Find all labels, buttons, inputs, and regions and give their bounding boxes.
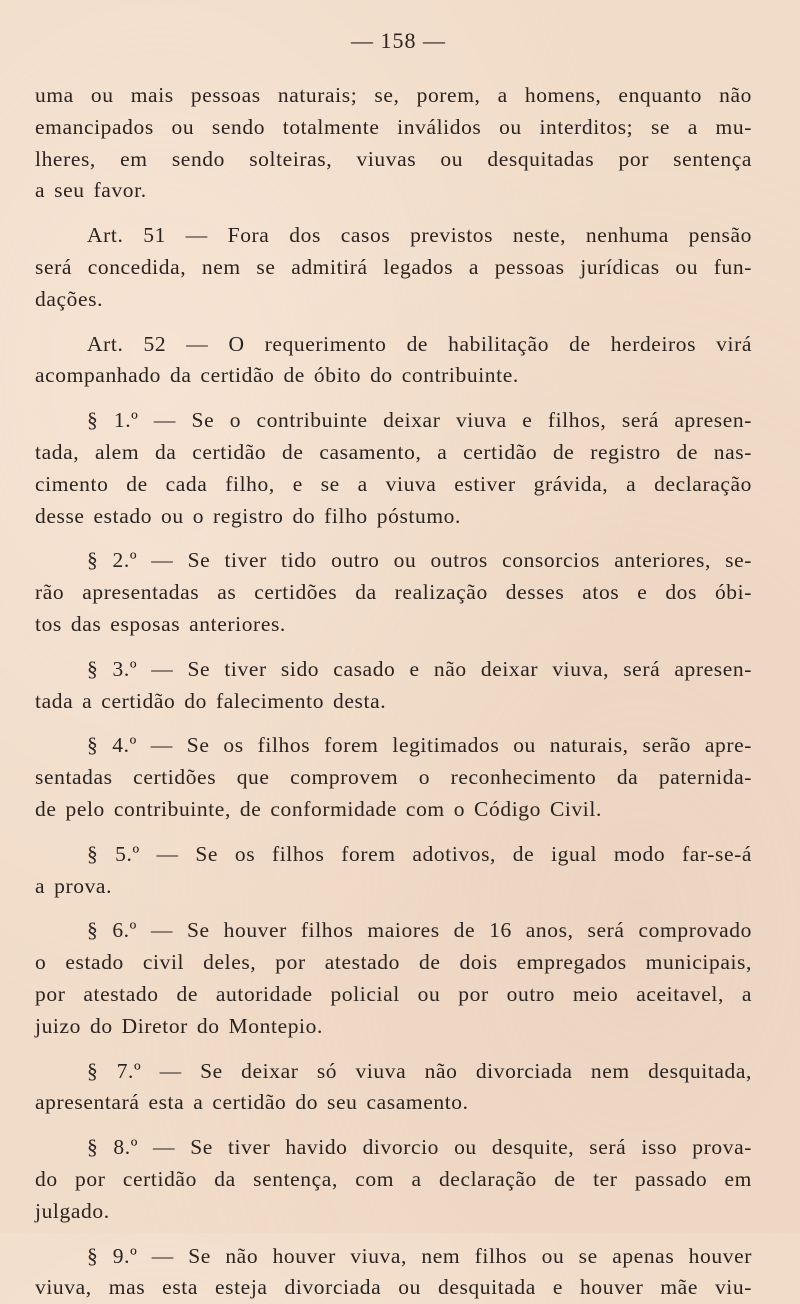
text-line: acompanhado da certidão de óbito do contribuinte.	[35, 360, 752, 392]
text-line: emancipados ou sendo totalmente inválidos ou interditos; se a mu-	[35, 112, 752, 144]
paragraph-section-6	[35, 915, 752, 1042]
text-line: lheres, em sendo solteiras, viuvas ou desquitadas por sentença	[35, 144, 752, 176]
text-line: uma ou mais pessoas naturais; se, porem, a homens, enquanto não	[35, 80, 752, 112]
paragraph-section-4	[35, 730, 752, 825]
paragraph-section-9	[35, 1241, 752, 1304]
text-line: desse estado ou o registro do filho póstumo.	[35, 501, 752, 533]
text-line: sentadas certidões que comprovem o reconhecimento da paternida-	[35, 762, 752, 794]
text-line: § 8.º — Se tiver havido divorcio ou desquite, será isso prova-	[35, 1132, 752, 1164]
text-line: tada a certidão do falecimento desta.	[35, 686, 752, 718]
text-line: § 4.º — Se os filhos forem legitimados ou naturais, serão apre-	[35, 730, 752, 762]
text-line: tada, alem da certidão de casamento, a certidão de registro de nas-	[35, 437, 752, 469]
text-line: a seu favor.	[35, 175, 752, 207]
text-line: § 3.º — Se tiver sido casado e não deixar viuva, será apresen-	[35, 654, 752, 686]
text-line: rão apresentadas as certidões da realização desses atos e dos óbi-	[35, 577, 752, 609]
document-body	[35, 80, 752, 1304]
text-line: viuva, mas esta esteja divorciada ou desquitada e houver mãe viu-	[35, 1272, 752, 1304]
text-line: juizo do Diretor do Montepio.	[35, 1011, 752, 1043]
text-line: Art. 52 — O requerimento de habilitação de herdeiros virá	[35, 329, 752, 361]
text-line: § 9.º — Se não houver viuva, nem filhos ou se apenas houver	[35, 1241, 752, 1273]
paragraph-art-52	[35, 329, 752, 393]
text-line: § 1.º — Se o contribuinte deixar viuva e filhos, será apresen-	[35, 405, 752, 437]
paragraph-art-51	[35, 220, 752, 315]
text-line: tos das esposas anteriores.	[35, 609, 752, 641]
text-line: de pelo contribuinte, de conformidade com o Código Civil.	[35, 794, 752, 826]
text-line: Art. 51 — Fora dos casos previstos neste, nenhuma pensão	[35, 220, 752, 252]
text-line: o estado civil deles, por atestado de dois empregados municipais,	[35, 947, 752, 979]
text-line: será concedida, nem se admitirá legados a pessoas jurídicas ou fun-	[35, 252, 752, 284]
text-line: apresentará esta a certidão do seu casamento.	[35, 1087, 752, 1119]
text-line: julgado.	[35, 1196, 752, 1228]
paragraph-section-7	[35, 1056, 752, 1120]
paragraph-continuation	[35, 80, 752, 207]
text-line: § 2.º — Se tiver tido outro ou outros consorcios anteriores, se-	[35, 545, 752, 577]
paragraph-section-8	[35, 1132, 752, 1227]
paragraph-section-3	[35, 654, 752, 718]
text-line: do por certidão da sentença, com a declaração de ter passado em	[35, 1164, 752, 1196]
paragraph-section-1	[35, 405, 752, 532]
text-line: a prova.	[35, 871, 752, 903]
paragraph-section-2	[35, 545, 752, 640]
text-line: por atestado de autoridade policial ou por outro meio aceitavel, a	[35, 979, 752, 1011]
text-line: cimento de cada filho, e se a viuva estiver grávida, a declaração	[35, 469, 752, 501]
text-line: dações.	[35, 284, 752, 316]
text-line: § 7.º — Se deixar só viuva não divorciada nem desquitada,	[35, 1056, 752, 1088]
text-line: § 5.º — Se os filhos forem adotivos, de igual modo far-se-á	[35, 839, 752, 871]
text-line: § 6.º — Se houver filhos maiores de 16 anos, será comprovado	[35, 915, 752, 947]
page-number: — 158 —	[35, 0, 752, 70]
paragraph-section-5	[35, 839, 752, 903]
